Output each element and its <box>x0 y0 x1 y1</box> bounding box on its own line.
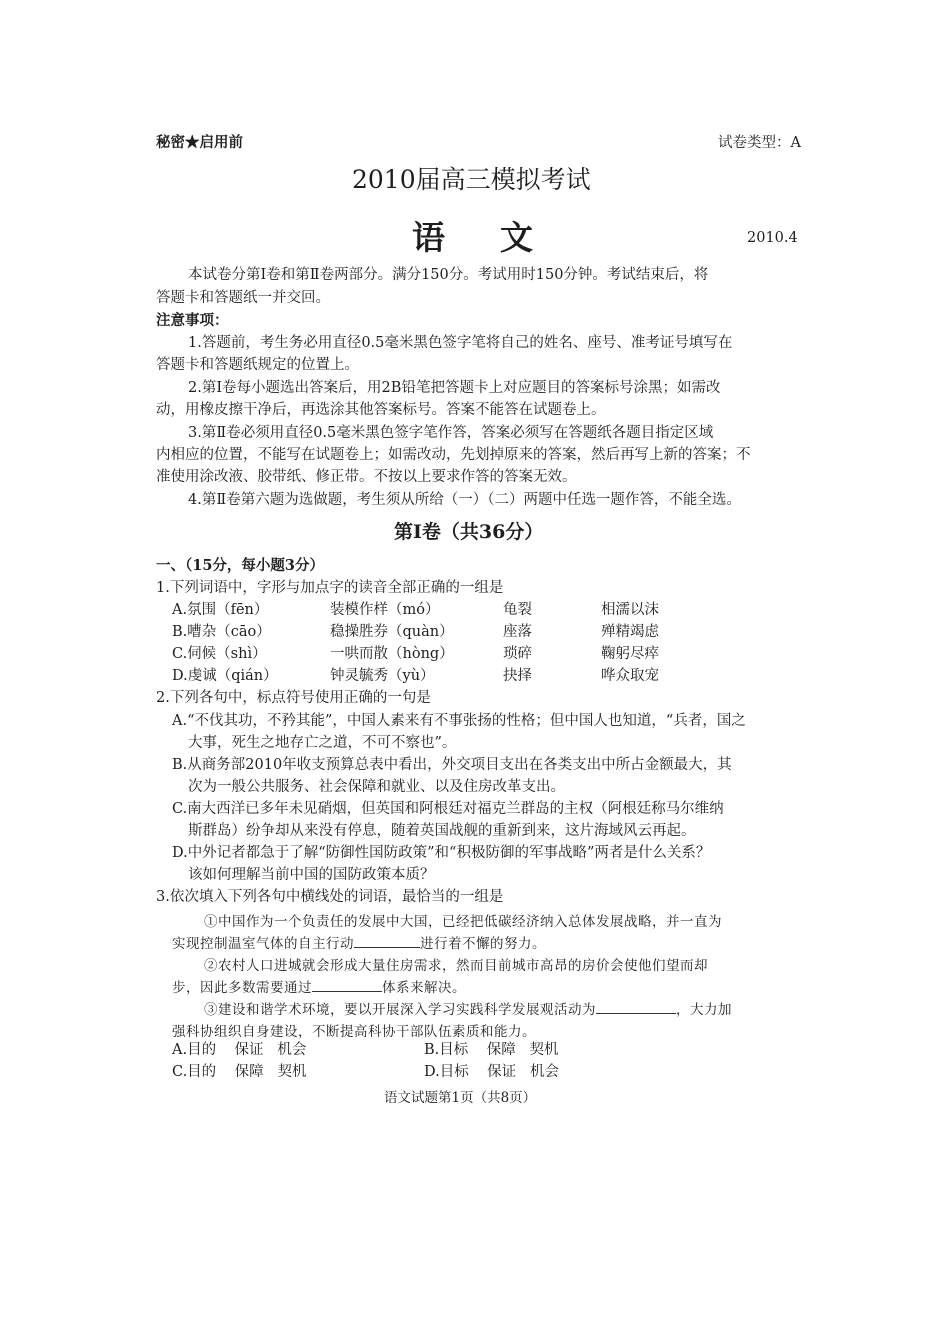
notice-line: 内相应的位置，不能写在试题卷上；如需改动，先划掉原来的答案，然后再写上新的答案；不 <box>156 447 751 463</box>
q3-option-a <box>172 1040 306 1060</box>
q3-sentence-3b: 强科协组织自身建设，不断提高科协干部队伍素质和能力。 <box>172 1024 536 1040</box>
q3-option-c <box>172 1062 306 1082</box>
q3-option-word: D.目标 <box>424 1064 469 1080</box>
notice-line: 3.第Ⅱ卷必须用直径0.5毫米黑色签字笔作答，答案必须写在答题纸各题目指定区域 <box>188 425 714 441</box>
q3-sentence-2b <box>172 976 466 996</box>
q3-option-word: 契机 <box>277 1064 307 1080</box>
q3-option-word: 机会 <box>529 1064 559 1080</box>
q3-blank-3 <box>596 1001 676 1014</box>
q1-cell: A.氛围（fēn） <box>172 602 269 618</box>
q2-line: 次为一般公共服务、社会保障和就业、以及住房改革支出。 <box>188 779 565 795</box>
q1-cell: D.虔诚（qián） <box>172 668 278 684</box>
intro-line-2: 答题卡和答题纸一并交回。 <box>156 290 330 306</box>
q2-line: A.“不伐其功，不矜其能”，中国人素来有不事张扬的性格；但中国人也知道，“兵者，国之 <box>172 713 746 729</box>
notice-line: 动，用橡皮擦干净后，再选涂其他答案标号。答案不能答在试题卷上。 <box>156 402 606 418</box>
page-footer: 语文试题第1页（共8页） <box>384 1090 537 1106</box>
q1-cell: 相濡以沫 <box>601 602 659 618</box>
q2-line: D.中外记者都急于了解“防御性国防政策”和“积极防御的军事战略”两者是什么关系？ <box>172 845 711 861</box>
q3-option-word: A.目的 <box>172 1042 217 1058</box>
q1-cell: 一哄而散（hòng） <box>330 646 454 662</box>
q3-option-word: 机会 <box>277 1042 307 1058</box>
q1-cell: 装模作样（mó） <box>330 602 440 618</box>
subject-char-1: 语 <box>412 218 445 257</box>
q2-line: C.南大西洋已多年未见硝烟，但英国和阿根廷对福克兰群岛的主权（阿根廷称马尔维纳 <box>172 801 724 817</box>
q3-s1-post: 进行着不懈的努力。 <box>420 936 546 952</box>
q3-s3-post: ，大力加 <box>676 1002 732 1018</box>
q3-option-word: C.目的 <box>172 1064 217 1080</box>
q2-line: 大事，死生之地存亡之道，不可不察也”。 <box>188 735 457 751</box>
q3-option-word: 保证 <box>487 1064 517 1080</box>
notice-line: 2.第Ⅰ卷每小题选出答案后，用2B铅笔把答题卡上对应题目的答案标号涂黑；如需改 <box>188 380 721 396</box>
notice-line: 准使用涂改液、胶带纸、修正带。不按以上要求作答的答案无效。 <box>156 469 577 485</box>
q1-cell: 龟裂 <box>503 602 532 618</box>
q3-s2-pre: 步，因此多数需要通过 <box>172 980 312 996</box>
q1-cell: 钟灵毓秀（yù） <box>330 668 435 684</box>
q3-s3-pre: ③建设和谐学术环境，要以开展深入学习实践科学发展观活动为 <box>204 1002 596 1018</box>
q1-cell: 稳操胜券（quàn） <box>330 624 454 640</box>
q2-line: B.从商务部2010年收支预算总表中看出，外交项目支出在各类支出中所占金额最大，其 <box>172 757 732 773</box>
paper-type-label: 试卷类型： <box>718 135 791 151</box>
notice-line: 4.第Ⅱ卷第六题为选做题，考生须从所给（一）（二）两题中任选一题作答，不能全选。 <box>188 492 741 508</box>
q3-s2-post: 体系来解决。 <box>382 980 466 996</box>
q3-option-word: 保证 <box>234 1042 264 1058</box>
notice-heading: 注意事项： <box>156 312 229 329</box>
q3-stem: 3.依次填入下列各句中横线处的词语，最恰当的一组是 <box>156 889 504 905</box>
exam-title: 2010届高三模拟考试 <box>352 165 591 194</box>
paper-type-value: A <box>790 135 801 151</box>
intro-line-1: 本试卷分第Ⅰ卷和第Ⅱ卷两部分。满分150分。考试用时150分钟。考试结束后，将 <box>188 267 709 283</box>
q2-line: 斯群岛）纷争却从来没有停息，随着英国战舰的重新到来，这片海域风云再起。 <box>188 823 696 839</box>
q2-stem: 2.下列各句中，标点符号使用正确的一句是 <box>156 690 431 706</box>
q1-cell: 抉择 <box>503 668 532 684</box>
secret-label: 秘密★启用前 <box>156 134 243 151</box>
q3-sentence-2a: ②农村人口进城就会形成大量住房需求，然而目前城市高昂的房价会使他们望而却 <box>204 958 708 974</box>
q1-cell: C.伺候（shì） <box>172 646 267 662</box>
subject-char-2: 文 <box>500 218 533 257</box>
exam-date: 2010.4 <box>747 230 798 246</box>
q1-cell: 殚精竭虑 <box>601 624 659 640</box>
q1-cell: 琐碎 <box>503 646 532 662</box>
q3-option-b <box>424 1040 559 1060</box>
q1-cell: 座落 <box>503 624 532 640</box>
q3-option-word: 保障 <box>486 1042 516 1058</box>
part-heading: 一、（15分，每小题3分） <box>156 557 325 574</box>
q3-option-word: B.目标 <box>424 1042 469 1058</box>
q3-blank-1 <box>354 935 420 948</box>
q3-option-d <box>424 1062 559 1082</box>
q3-blank-2 <box>312 979 382 992</box>
q3-option-word: 保障 <box>234 1064 264 1080</box>
q3-sentence-1a: ①中国作为一个负责任的发展中大国，已经把低碳经济纳入总体发展战略，并一直为 <box>204 914 722 930</box>
q1-cell: 鞠躬尽瘁 <box>601 646 659 662</box>
section-title: 第Ⅰ卷（共36分） <box>394 521 544 543</box>
q3-sentence-3a <box>204 998 732 1018</box>
q3-option-word: 契机 <box>529 1042 559 1058</box>
q1-cell: 哗众取宠 <box>601 668 659 684</box>
q1-cell: B.嘈杂（cāo） <box>172 624 271 640</box>
notice-line: 答题卡和答题纸规定的位置上。 <box>156 357 359 373</box>
q2-line: 该如何理解当前中国的国防政策本质？ <box>188 867 435 883</box>
paper-type <box>718 133 801 153</box>
q3-sentence-1b <box>172 932 546 952</box>
q3-s1-pre: 实现控制温室气体的自主行动 <box>172 936 354 952</box>
notice-line: 1.答题前，考生务必用直径0.5毫米黑色签字笔将自己的姓名、座号、准考证号填写在 <box>188 335 733 351</box>
q1-stem: 1.下列词语中，字形与加点字的读音全部正确的一组是 <box>156 580 504 596</box>
